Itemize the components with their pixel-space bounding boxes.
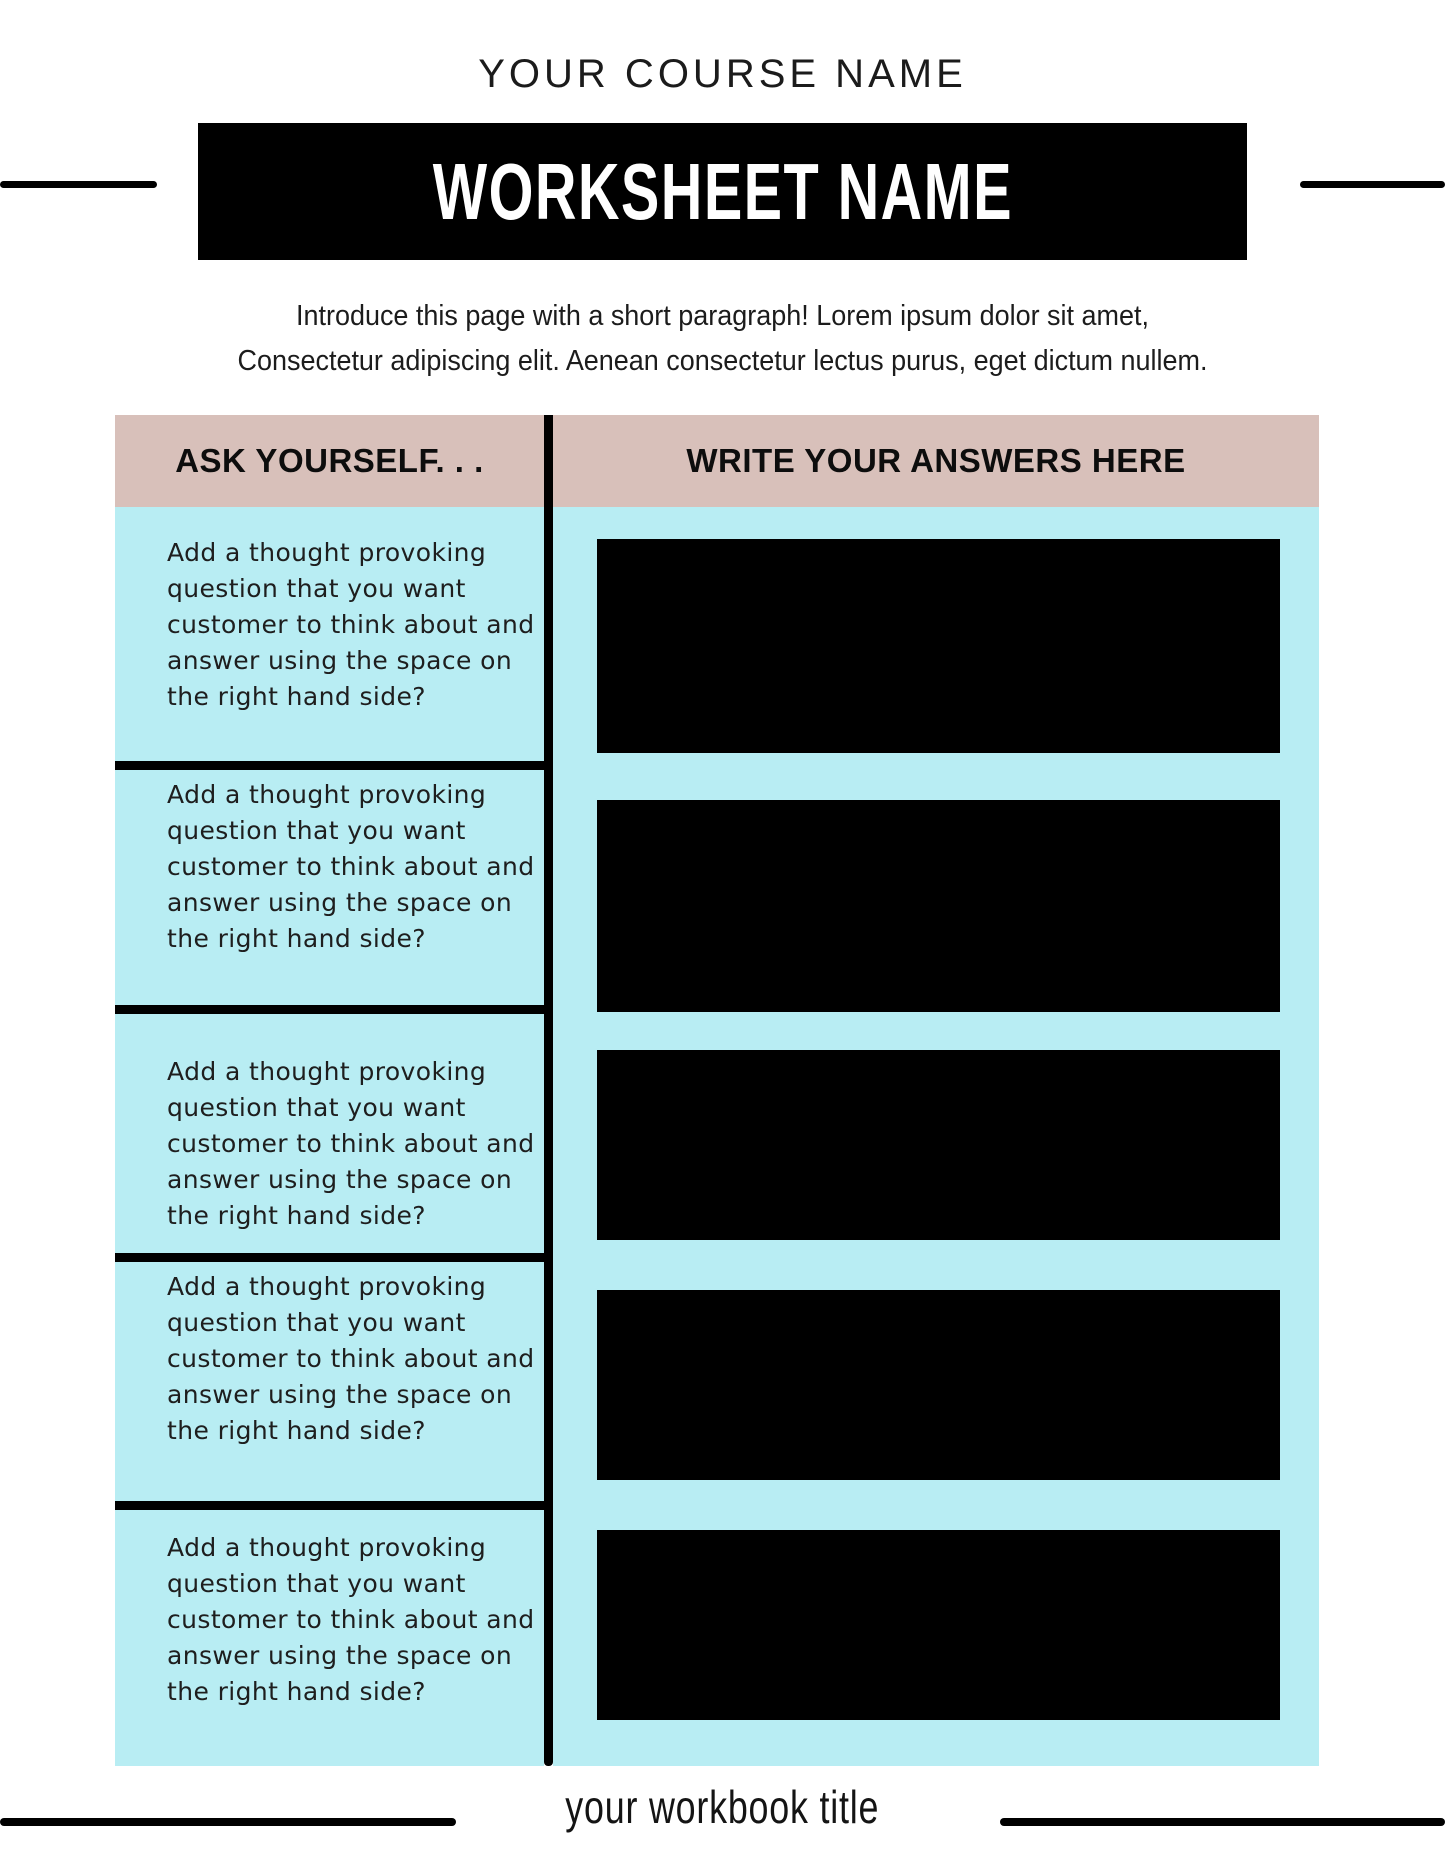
answer-box[interactable]: [597, 539, 1280, 753]
worksheet-name-title: WORKSHEET NAME: [432, 146, 1013, 236]
worksheet-name-banner: [198, 123, 1247, 260]
intro-line-1: Introduce this page with a short paragraph! Lorem ipsum dolor sit amet,: [295, 300, 1149, 332]
intro-paragraph: [0, 294, 1445, 384]
answer-box[interactable]: [597, 1050, 1280, 1240]
workbook-title: your workbook title: [565, 1781, 880, 1833]
bottom-right-divider-line: [1000, 1818, 1445, 1826]
question-cell: Add a thought provoking question that you want customer to think about and answer using the space on the right hand side?: [115, 1501, 544, 1766]
questions-column-body: [115, 507, 544, 1766]
bottom-left-divider-line: [0, 1818, 456, 1826]
question-cell: Add a thought provoking question that you want customer to think about and answer using the space on the right hand side?: [115, 1005, 544, 1253]
worksheet-table: [115, 415, 1319, 1766]
answer-box[interactable]: [597, 1290, 1280, 1480]
question-cell: Add a thought provoking question that you want customer to think about and answer using the space on the right hand side?: [115, 1253, 544, 1501]
course-name-title: YOUR COURSE NAME: [478, 52, 967, 96]
questions-column-header: ASK YOURSELF. . .: [115, 415, 544, 507]
answers-column: [553, 415, 1319, 1766]
top-right-divider-line: [1300, 181, 1445, 188]
column-divider-line: [544, 415, 553, 1766]
answers-column-header: WRITE YOUR ANSWERS HERE: [553, 415, 1319, 507]
answer-box[interactable]: [597, 800, 1280, 1012]
intro-line-2: Consectetur adipiscing elit. Aenean consectetur lectus purus, eget dictum nullem.: [237, 345, 1208, 377]
question-cell: Add a thought provoking question that you want customer to think about and answer using the space on the right hand side?: [115, 761, 544, 1005]
top-left-divider-line: [0, 181, 157, 188]
question-cell: Add a thought provoking question that you want customer to think about and answer using the space on the right hand side?: [167, 538, 535, 711]
answer-box[interactable]: [597, 1530, 1280, 1720]
answers-column-body: [553, 507, 1319, 1766]
questions-column: [115, 415, 544, 1766]
